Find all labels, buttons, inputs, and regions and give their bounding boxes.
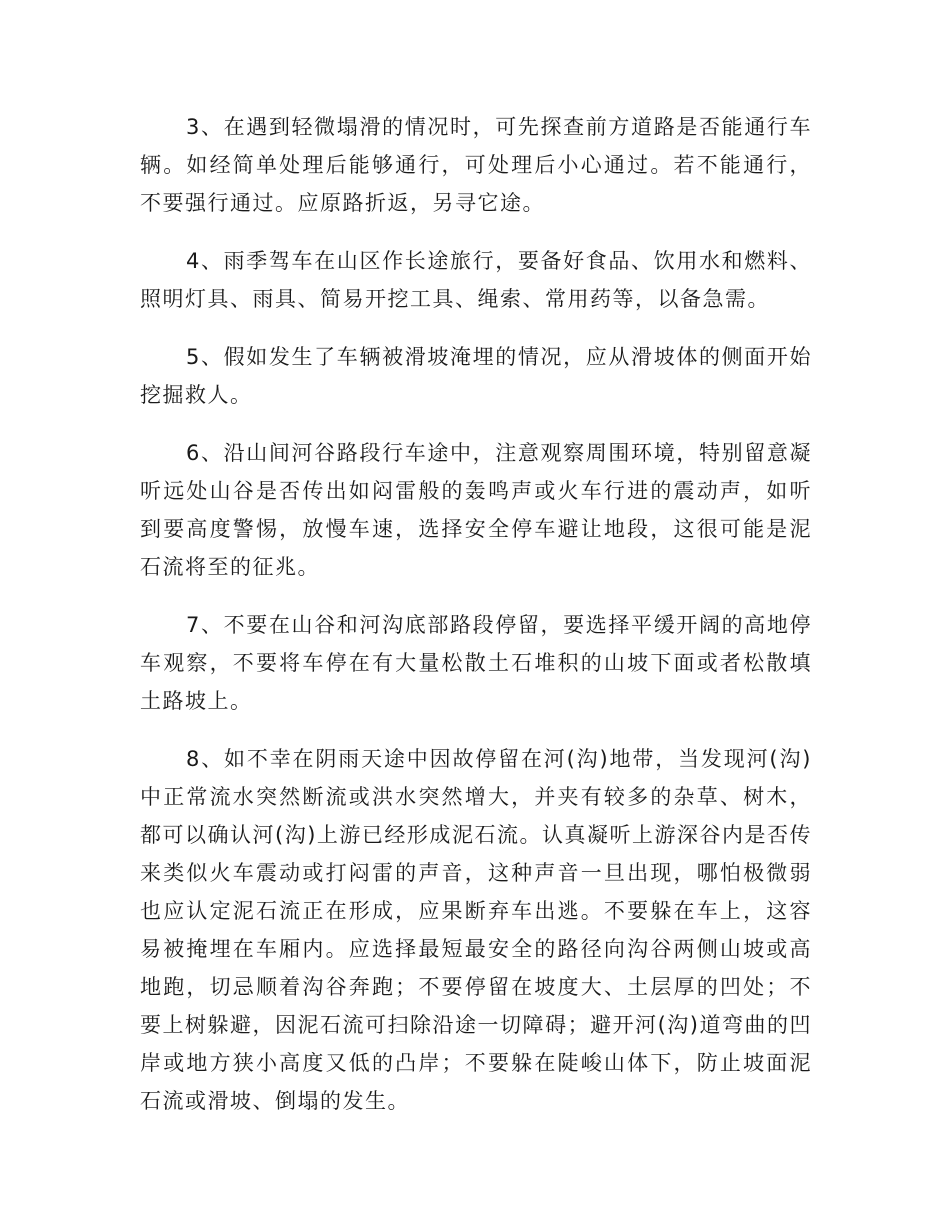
paragraph-item-6: 6、沿山间河谷路段行车途中，注意观察周围环境，特别留意凝听远处山谷是否传出如闷雷般的轰鸣声或火车行进的震动声，如听到要高度警惕，放慢车速，选择安全停车避让地段，这很可能是泥石流将至的征兆。 bbox=[140, 441, 812, 579]
paragraph-item-4: 4、雨季驾车在山区作长途旅行，要备好食品、饮用水和燃料、照明灯具、雨具、简易开挖工具、绳索、常用药等，以备急需。 bbox=[140, 249, 812, 311]
paragraph-item-3: 3、在遇到轻微塌滑的情况时，可先探查前方道路是否能通行车辆。如经简单处理后能够通行，可处理后小心通过。若不能通行，不要强行通过。应原路折返，另寻它途。 bbox=[140, 115, 812, 215]
paragraph-item-5: 5、假如发生了车辆被滑坡淹埋的情况，应从滑坡体的侧面开始挖掘救人。 bbox=[140, 345, 812, 407]
document-body bbox=[140, 108, 812, 1140]
paragraph-item-7: 7、不要在山谷和河沟底部路段停留，要选择平缓开阔的高地停车观察，不要将车停在有大量松散土石堆积的山坡下面或者松散填土路坡上。 bbox=[140, 613, 812, 713]
paragraph-item-8: 8、如不幸在阴雨天途中因故停留在河(沟)地带，当发现河(沟)中正常流水突然断流或洪水突然增大，并夹有较多的杂草、树木，都可以确认河(沟)上游已经形成泥石流。认真凝听上游深谷内是否传来类似火车震动或打闷雷的声音，这种声音一旦出现，哪怕极微弱也应认定泥石流正在形成，应果断弃车出逃。不要躲在车上，这容易被掩埋在车厢内。应选择最短最安全的路径向沟谷两侧山坡或高地跑，切忌顺着沟谷奔跑；不要停留在坡度大、土层厚的凹处；不要上树躲避，因泥石流可扫除沿途一切障碍；避开河(沟)道弯曲的凹岸或地方狭小高度又低的凸岸；不要躲在陡峻山体下，防止坡面泥石流或滑坡、倒塌的发生。 bbox=[140, 747, 812, 1113]
